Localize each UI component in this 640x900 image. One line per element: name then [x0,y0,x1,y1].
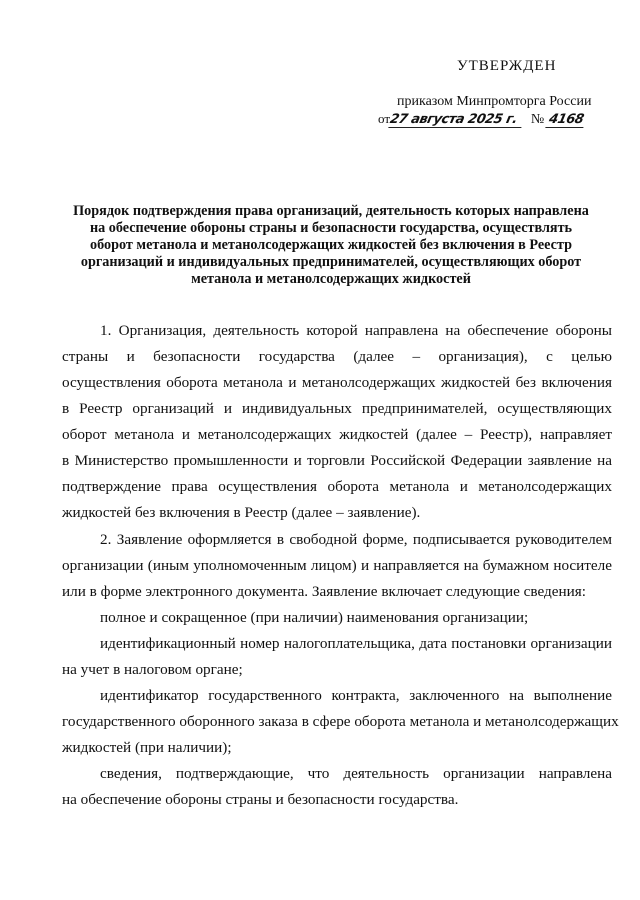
body-line: в Министерство промышленности и торговли Российской Федерации заявление на [62,452,612,469]
body-line: жидкостей (при наличии); [62,739,232,756]
body-line: оборот метанола и метанолсодержащих жидкостей (далее – Реестр), направляет [62,426,612,443]
body-line: идентификационный номер налогоплательщика, дата постановки организации [100,635,612,652]
body-line: подтверждение права осуществления оборота метанола и метанолсодержащих [62,478,612,495]
number-sign: № [530,112,545,127]
heading-line: метанола и метанолсодержащих жидкостей [191,271,471,287]
body-line: идентификатор государственного контракта, заключенного на выполнение [100,687,612,704]
body-line: осуществления оборота метанола и метанолсодержащих жидкостей без включения [62,374,612,391]
approval-order-line: приказом Минпромторга России [397,94,592,109]
date-prefix: от [378,111,391,126]
document-body [62,318,619,813]
body-line: организации (иным уполномоченным лицом) и направляется на бумажном носителе [62,557,612,574]
body-line: сведения, подтверждающие, что деятельность организации направлена [100,765,612,782]
body-line: полное и сокращенное (при наличии) наименования организации; [100,609,529,626]
heading-line: на обеспечение обороны страны и безопасности государства, осуществлять [89,220,573,236]
heading-line: Порядок подтверждения права организаций, деятельность которых направлена [73,203,589,219]
body-line: в Реестр организаций и индивидуальных предпринимателей, осуществляющих [62,400,612,417]
body-line: или в форме электронного документа. Заявление включает следующие сведения: [62,583,586,600]
body-line: на учет в налоговом органе; [62,661,243,678]
body-line: 2. Заявление оформляется в свободной форме, подписывается руководителем [100,531,612,548]
heading-line: оборот метанола и метанолсодержащих жидкостей без включения в Реестр [90,237,572,253]
approval-title: УТВЕРЖДЕН [457,58,557,74]
body-line: 1. Организация, деятельность которой направлена на обеспечение обороны [100,322,612,339]
heading-line: организаций и индивидуальных предпринимателей, осуществляющих оборот [80,254,582,270]
body-line: страны и безопасности государства (далее – организация), с целью [62,348,612,365]
body-line: государственного оборонного заказа в сфере оборота метанола и метанолсодержащих [62,713,619,730]
handwritten-date: 27 августа 2025 г. [388,112,524,128]
approval-date-line [378,111,585,128]
body-line: на обеспечение обороны страны и безопасности государства. [62,791,459,808]
document-heading [60,203,602,288]
body-line: жидкостей без включения в Реестр (далее – заявление). [62,504,421,521]
handwritten-number: 4168 [546,112,588,128]
